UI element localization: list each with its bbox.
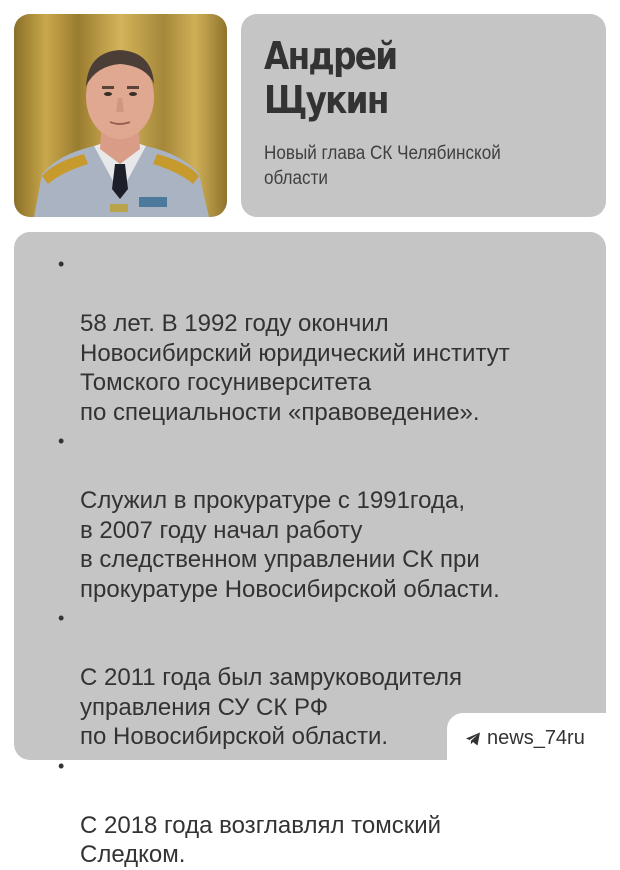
bullet-icon: • <box>58 254 65 274</box>
bullet-icon: • <box>58 755 65 776</box>
bio-item-text: Служил в прокуратуре с 1991года, в 2007 году начал работу в следственном управлении СК при прокуратуре Новосибирской области. <box>80 487 500 603</box>
person-first-name: Андрей <box>264 34 397 78</box>
channel-name: news_74ru <box>487 727 585 749</box>
bio-item <box>58 250 586 427</box>
portrait-photo <box>14 14 227 217</box>
person-last-name: Щукин <box>264 78 388 122</box>
name-card <box>241 14 606 217</box>
bio-card <box>14 232 606 868</box>
bio-item-text: С 2018 года возглавлял томский Следком. <box>80 811 442 868</box>
bullet-icon: • <box>58 608 65 628</box>
bio-list <box>58 250 586 870</box>
footer-tab <box>447 713 620 775</box>
bio-item-text: 58 лет. В 1992 году окончил Новосибирский юридический институт Томского госуниверситета по специальности «правоведение». <box>80 310 510 426</box>
person-position: Новый глава СК Челябинской области <box>264 143 501 189</box>
bio-item-text: С 2011 года был замруководителя управления СУ СК РФ по Новосибирской области. <box>80 664 463 750</box>
telegram-icon <box>465 731 481 747</box>
telegram-channel-link[interactable] <box>465 727 585 750</box>
bullet-icon: • <box>58 431 65 451</box>
bio-item <box>58 427 586 604</box>
portrait-image <box>14 14 227 217</box>
